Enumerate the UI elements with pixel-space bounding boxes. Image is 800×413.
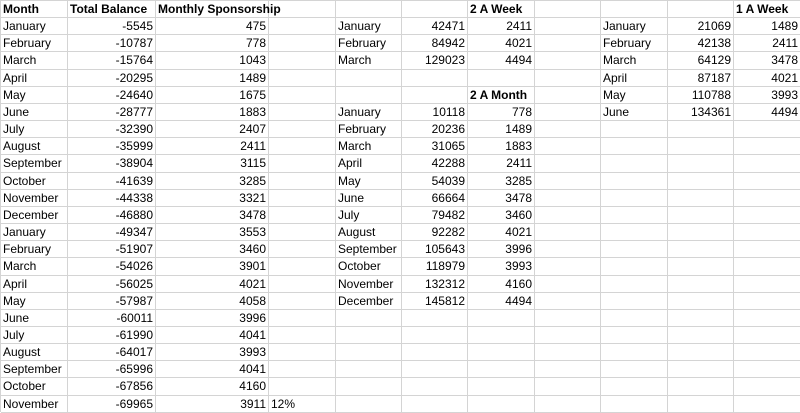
- empty-cell[interactable]: [668, 224, 734, 241]
- month-cell[interactable]: April: [1, 276, 68, 293]
- count-cell[interactable]: 2411: [468, 18, 535, 35]
- month-cell[interactable]: July: [1, 121, 68, 138]
- sponsorship-cell[interactable]: 3478: [156, 207, 269, 224]
- empty-cell[interactable]: [668, 378, 734, 395]
- sponsorship-cell[interactable]: 475: [156, 18, 269, 35]
- empty-cell[interactable]: [468, 378, 535, 395]
- balance-cell[interactable]: -46880: [68, 207, 156, 224]
- empty-cell[interactable]: [668, 258, 734, 275]
- empty-cell[interactable]: [601, 121, 668, 138]
- empty-cell[interactable]: [601, 155, 668, 172]
- month-cell[interactable]: October: [336, 258, 402, 275]
- empty-cell[interactable]: [269, 190, 336, 207]
- month-cell[interactable]: September: [336, 241, 402, 258]
- empty-cell[interactable]: [336, 344, 402, 361]
- empty-cell[interactable]: [336, 1, 402, 18]
- empty-cell[interactable]: [668, 396, 734, 413]
- empty-cell[interactable]: [734, 361, 800, 378]
- month-cell[interactable]: April: [336, 155, 402, 172]
- balance-cell[interactable]: -64017: [68, 344, 156, 361]
- empty-cell[interactable]: [668, 207, 734, 224]
- empty-cell[interactable]: [601, 241, 668, 258]
- balance-cell[interactable]: -61990: [68, 327, 156, 344]
- sponsorship-cell[interactable]: 3996: [156, 310, 269, 327]
- balance-cell[interactable]: -54026: [68, 258, 156, 275]
- empty-cell[interactable]: [535, 378, 601, 395]
- month-cell[interactable]: February: [1, 35, 68, 52]
- balance-cell[interactable]: -51907: [68, 241, 156, 258]
- count-cell[interactable]: 4494: [734, 104, 800, 121]
- sponsorship-cell[interactable]: 3993: [156, 344, 269, 361]
- sponsorship-cell[interactable]: 4041: [156, 327, 269, 344]
- empty-cell[interactable]: [402, 361, 468, 378]
- month-cell[interactable]: August: [1, 344, 68, 361]
- empty-cell[interactable]: [535, 70, 601, 87]
- count-cell[interactable]: 3478: [468, 190, 535, 207]
- header-total-balance[interactable]: Total Balance: [68, 1, 156, 18]
- empty-cell[interactable]: [535, 173, 601, 190]
- value-cell[interactable]: 84942: [402, 35, 468, 52]
- month-cell[interactable]: March: [1, 52, 68, 69]
- empty-cell[interactable]: [535, 241, 601, 258]
- value-cell[interactable]: 42138: [668, 35, 734, 52]
- count-cell[interactable]: 1489: [734, 18, 800, 35]
- month-cell[interactable]: February: [601, 35, 668, 52]
- balance-cell[interactable]: -28777: [68, 104, 156, 121]
- balance-cell[interactable]: -24640: [68, 87, 156, 104]
- empty-cell[interactable]: [601, 293, 668, 310]
- empty-cell[interactable]: [535, 18, 601, 35]
- header-2-a-week[interactable]: 2 A Week: [468, 1, 535, 18]
- empty-cell[interactable]: [535, 87, 601, 104]
- empty-cell[interactable]: [402, 396, 468, 413]
- empty-cell[interactable]: [269, 1, 336, 18]
- count-cell[interactable]: 3993: [468, 258, 535, 275]
- header-month[interactable]: Month: [1, 1, 68, 18]
- sponsorship-cell[interactable]: 3285: [156, 173, 269, 190]
- value-cell[interactable]: 105643: [402, 241, 468, 258]
- month-cell[interactable]: August: [336, 224, 402, 241]
- empty-cell[interactable]: [601, 258, 668, 275]
- empty-cell[interactable]: [668, 173, 734, 190]
- empty-cell[interactable]: [668, 138, 734, 155]
- balance-cell[interactable]: -5545: [68, 18, 156, 35]
- balance-cell[interactable]: -69965: [68, 396, 156, 413]
- empty-cell[interactable]: [535, 344, 601, 361]
- empty-cell[interactable]: [601, 310, 668, 327]
- empty-cell[interactable]: [734, 207, 800, 224]
- empty-cell[interactable]: [601, 207, 668, 224]
- empty-cell[interactable]: [402, 378, 468, 395]
- value-cell[interactable]: 10118: [402, 104, 468, 121]
- sponsorship-cell[interactable]: 3553: [156, 224, 269, 241]
- empty-cell[interactable]: [336, 396, 402, 413]
- empty-cell[interactable]: [269, 344, 336, 361]
- month-cell[interactable]: July: [1, 327, 68, 344]
- value-cell[interactable]: 31065: [402, 138, 468, 155]
- empty-cell[interactable]: [734, 276, 800, 293]
- empty-cell[interactable]: [734, 155, 800, 172]
- empty-cell[interactable]: [601, 361, 668, 378]
- empty-cell[interactable]: [269, 104, 336, 121]
- sponsorship-cell[interactable]: 778: [156, 35, 269, 52]
- empty-cell[interactable]: [535, 155, 601, 172]
- empty-cell[interactable]: [535, 207, 601, 224]
- sponsorship-cell[interactable]: 3321: [156, 190, 269, 207]
- sponsorship-cell[interactable]: 4041: [156, 361, 269, 378]
- month-cell[interactable]: December: [1, 207, 68, 224]
- empty-cell[interactable]: [535, 361, 601, 378]
- month-cell[interactable]: March: [336, 138, 402, 155]
- empty-cell[interactable]: [468, 396, 535, 413]
- empty-cell[interactable]: [468, 70, 535, 87]
- empty-cell[interactable]: [336, 310, 402, 327]
- value-cell[interactable]: 110788: [668, 87, 734, 104]
- month-cell[interactable]: March: [336, 52, 402, 69]
- balance-cell[interactable]: -65996: [68, 361, 156, 378]
- balance-cell[interactable]: -41639: [68, 173, 156, 190]
- empty-cell[interactable]: [402, 310, 468, 327]
- count-cell[interactable]: 3996: [468, 241, 535, 258]
- count-cell[interactable]: 3993: [734, 87, 800, 104]
- value-cell[interactable]: 20236: [402, 121, 468, 138]
- sponsorship-cell[interactable]: 2411: [156, 138, 269, 155]
- empty-cell[interactable]: [601, 173, 668, 190]
- month-cell[interactable]: January: [336, 104, 402, 121]
- month-cell[interactable]: January: [1, 224, 68, 241]
- count-cell[interactable]: 3460: [468, 207, 535, 224]
- month-cell[interactable]: March: [601, 52, 668, 69]
- month-cell[interactable]: February: [1, 241, 68, 258]
- count-cell[interactable]: 4494: [468, 52, 535, 69]
- empty-cell[interactable]: [402, 87, 468, 104]
- sponsorship-cell[interactable]: 3911: [156, 396, 269, 413]
- empty-cell[interactable]: [668, 310, 734, 327]
- header-monthly-sponsorship[interactable]: Monthly Sponsorship: [156, 1, 269, 18]
- empty-cell[interactable]: [468, 327, 535, 344]
- empty-cell[interactable]: [336, 378, 402, 395]
- empty-cell[interactable]: [535, 276, 601, 293]
- month-cell[interactable]: June: [1, 310, 68, 327]
- empty-cell[interactable]: [668, 276, 734, 293]
- count-cell[interactable]: 3478: [734, 52, 800, 69]
- month-cell[interactable]: May: [1, 87, 68, 104]
- empty-cell[interactable]: [269, 173, 336, 190]
- empty-cell[interactable]: [535, 52, 601, 69]
- value-cell[interactable]: 64129: [668, 52, 734, 69]
- month-cell[interactable]: February: [336, 121, 402, 138]
- sponsorship-cell[interactable]: 3460: [156, 241, 269, 258]
- empty-cell[interactable]: [535, 35, 601, 52]
- empty-cell[interactable]: [734, 327, 800, 344]
- month-cell[interactable]: January: [336, 18, 402, 35]
- month-cell[interactable]: February: [336, 35, 402, 52]
- month-cell[interactable]: April: [601, 70, 668, 87]
- empty-cell[interactable]: [734, 224, 800, 241]
- sponsorship-cell[interactable]: 4058: [156, 293, 269, 310]
- count-cell[interactable]: 4021: [468, 224, 535, 241]
- sponsorship-cell[interactable]: 3901: [156, 258, 269, 275]
- count-cell[interactable]: 1489: [468, 121, 535, 138]
- empty-cell[interactable]: [734, 241, 800, 258]
- empty-cell[interactable]: [601, 378, 668, 395]
- empty-cell[interactable]: [402, 70, 468, 87]
- empty-cell[interactable]: [269, 87, 336, 104]
- empty-cell[interactable]: [336, 327, 402, 344]
- empty-cell[interactable]: [601, 224, 668, 241]
- month-cell[interactable]: November: [336, 276, 402, 293]
- empty-cell[interactable]: [535, 190, 601, 207]
- balance-cell[interactable]: -49347: [68, 224, 156, 241]
- month-cell[interactable]: May: [1, 293, 68, 310]
- sponsorship-cell[interactable]: 4021: [156, 276, 269, 293]
- month-cell[interactable]: June: [601, 104, 668, 121]
- empty-cell[interactable]: [336, 87, 402, 104]
- month-cell[interactable]: September: [1, 361, 68, 378]
- empty-cell[interactable]: [601, 344, 668, 361]
- month-cell[interactable]: October: [1, 173, 68, 190]
- month-cell[interactable]: January: [601, 18, 668, 35]
- empty-cell[interactable]: [269, 155, 336, 172]
- percentage-note[interactable]: 12%: [269, 396, 336, 413]
- empty-cell[interactable]: [734, 344, 800, 361]
- sponsorship-cell[interactable]: 4160: [156, 378, 269, 395]
- month-cell[interactable]: November: [1, 396, 68, 413]
- count-cell[interactable]: 3285: [468, 173, 535, 190]
- empty-cell[interactable]: [668, 327, 734, 344]
- balance-cell[interactable]: -32390: [68, 121, 156, 138]
- value-cell[interactable]: 42471: [402, 18, 468, 35]
- empty-cell[interactable]: [336, 361, 402, 378]
- empty-cell[interactable]: [601, 1, 668, 18]
- empty-cell[interactable]: [535, 121, 601, 138]
- value-cell[interactable]: 79482: [402, 207, 468, 224]
- count-cell[interactable]: 4021: [468, 35, 535, 52]
- empty-cell[interactable]: [535, 138, 601, 155]
- empty-cell[interactable]: [601, 327, 668, 344]
- empty-cell[interactable]: [535, 310, 601, 327]
- empty-cell[interactable]: [668, 155, 734, 172]
- empty-cell[interactable]: [734, 310, 800, 327]
- empty-cell[interactable]: [734, 190, 800, 207]
- value-cell[interactable]: 129023: [402, 52, 468, 69]
- empty-cell[interactable]: [734, 396, 800, 413]
- month-cell[interactable]: January: [1, 18, 68, 35]
- sponsorship-cell[interactable]: 2407: [156, 121, 269, 138]
- empty-cell[interactable]: [734, 138, 800, 155]
- empty-cell[interactable]: [269, 378, 336, 395]
- empty-cell[interactable]: [269, 276, 336, 293]
- empty-cell[interactable]: [734, 173, 800, 190]
- empty-cell[interactable]: [269, 258, 336, 275]
- count-cell[interactable]: 2411: [468, 155, 535, 172]
- empty-cell[interactable]: [269, 310, 336, 327]
- sponsorship-cell[interactable]: 1489: [156, 70, 269, 87]
- empty-cell[interactable]: [734, 121, 800, 138]
- empty-cell[interactable]: [468, 310, 535, 327]
- value-cell[interactable]: 145812: [402, 293, 468, 310]
- empty-cell[interactable]: [668, 1, 734, 18]
- empty-cell[interactable]: [535, 258, 601, 275]
- header-1-a-week[interactable]: 1 A Week: [734, 1, 800, 18]
- balance-cell[interactable]: -20295: [68, 70, 156, 87]
- empty-cell[interactable]: [535, 1, 601, 18]
- month-cell[interactable]: November: [1, 190, 68, 207]
- empty-cell[interactable]: [269, 241, 336, 258]
- month-cell[interactable]: May: [601, 87, 668, 104]
- count-cell[interactable]: 778: [468, 104, 535, 121]
- balance-cell[interactable]: -15764: [68, 52, 156, 69]
- empty-cell[interactable]: [535, 104, 601, 121]
- empty-cell[interactable]: [601, 190, 668, 207]
- empty-cell[interactable]: [269, 35, 336, 52]
- empty-cell[interactable]: [535, 224, 601, 241]
- balance-cell[interactable]: -35999: [68, 138, 156, 155]
- empty-cell[interactable]: [668, 121, 734, 138]
- month-cell[interactable]: July: [336, 207, 402, 224]
- value-cell[interactable]: 54039: [402, 173, 468, 190]
- header-2-a-month[interactable]: 2 A Month: [468, 87, 535, 104]
- empty-cell[interactable]: [734, 378, 800, 395]
- empty-cell[interactable]: [269, 18, 336, 35]
- count-cell[interactable]: 2411: [734, 35, 800, 52]
- empty-cell[interactable]: [402, 1, 468, 18]
- sponsorship-cell[interactable]: 3115: [156, 155, 269, 172]
- empty-cell[interactable]: [668, 241, 734, 258]
- value-cell[interactable]: 87187: [668, 70, 734, 87]
- empty-cell[interactable]: [269, 138, 336, 155]
- empty-cell[interactable]: [601, 276, 668, 293]
- empty-cell[interactable]: [468, 361, 535, 378]
- month-cell[interactable]: June: [336, 190, 402, 207]
- sponsorship-cell[interactable]: 1043: [156, 52, 269, 69]
- month-cell[interactable]: May: [336, 173, 402, 190]
- balance-cell[interactable]: -60011: [68, 310, 156, 327]
- count-cell[interactable]: 4160: [468, 276, 535, 293]
- count-cell[interactable]: 4494: [468, 293, 535, 310]
- empty-cell[interactable]: [269, 224, 336, 241]
- count-cell[interactable]: 4021: [734, 70, 800, 87]
- sponsorship-cell[interactable]: 1883: [156, 104, 269, 121]
- month-cell[interactable]: June: [1, 104, 68, 121]
- balance-cell[interactable]: -67856: [68, 378, 156, 395]
- empty-cell[interactable]: [601, 138, 668, 155]
- empty-cell[interactable]: [535, 327, 601, 344]
- empty-cell[interactable]: [535, 293, 601, 310]
- month-cell[interactable]: September: [1, 155, 68, 172]
- empty-cell[interactable]: [535, 396, 601, 413]
- month-cell[interactable]: December: [336, 293, 402, 310]
- empty-cell[interactable]: [269, 361, 336, 378]
- value-cell[interactable]: 134361: [668, 104, 734, 121]
- balance-cell[interactable]: -44338: [68, 190, 156, 207]
- sponsorship-cell[interactable]: 1675: [156, 87, 269, 104]
- value-cell[interactable]: 118979: [402, 258, 468, 275]
- value-cell[interactable]: 21069: [668, 18, 734, 35]
- value-cell[interactable]: 132312: [402, 276, 468, 293]
- value-cell[interactable]: 92282: [402, 224, 468, 241]
- empty-cell[interactable]: [269, 293, 336, 310]
- empty-cell[interactable]: [269, 121, 336, 138]
- empty-cell[interactable]: [734, 293, 800, 310]
- month-cell[interactable]: October: [1, 378, 68, 395]
- empty-cell[interactable]: [668, 293, 734, 310]
- empty-cell[interactable]: [402, 327, 468, 344]
- empty-cell[interactable]: [668, 344, 734, 361]
- balance-cell[interactable]: -57987: [68, 293, 156, 310]
- month-cell[interactable]: August: [1, 138, 68, 155]
- count-cell[interactable]: 1883: [468, 138, 535, 155]
- empty-cell[interactable]: [269, 70, 336, 87]
- empty-cell[interactable]: [269, 327, 336, 344]
- month-cell[interactable]: March: [1, 258, 68, 275]
- empty-cell[interactable]: [402, 344, 468, 361]
- value-cell[interactable]: 66664: [402, 190, 468, 207]
- empty-cell[interactable]: [468, 344, 535, 361]
- balance-cell[interactable]: -10787: [68, 35, 156, 52]
- value-cell[interactable]: 42288: [402, 155, 468, 172]
- empty-cell[interactable]: [668, 190, 734, 207]
- empty-cell[interactable]: [269, 207, 336, 224]
- empty-cell[interactable]: [668, 361, 734, 378]
- empty-cell[interactable]: [601, 396, 668, 413]
- balance-cell[interactable]: -56025: [68, 276, 156, 293]
- empty-cell[interactable]: [734, 258, 800, 275]
- empty-cell[interactable]: [269, 52, 336, 69]
- balance-cell[interactable]: -38904: [68, 155, 156, 172]
- month-cell[interactable]: April: [1, 70, 68, 87]
- empty-cell[interactable]: [336, 70, 402, 87]
